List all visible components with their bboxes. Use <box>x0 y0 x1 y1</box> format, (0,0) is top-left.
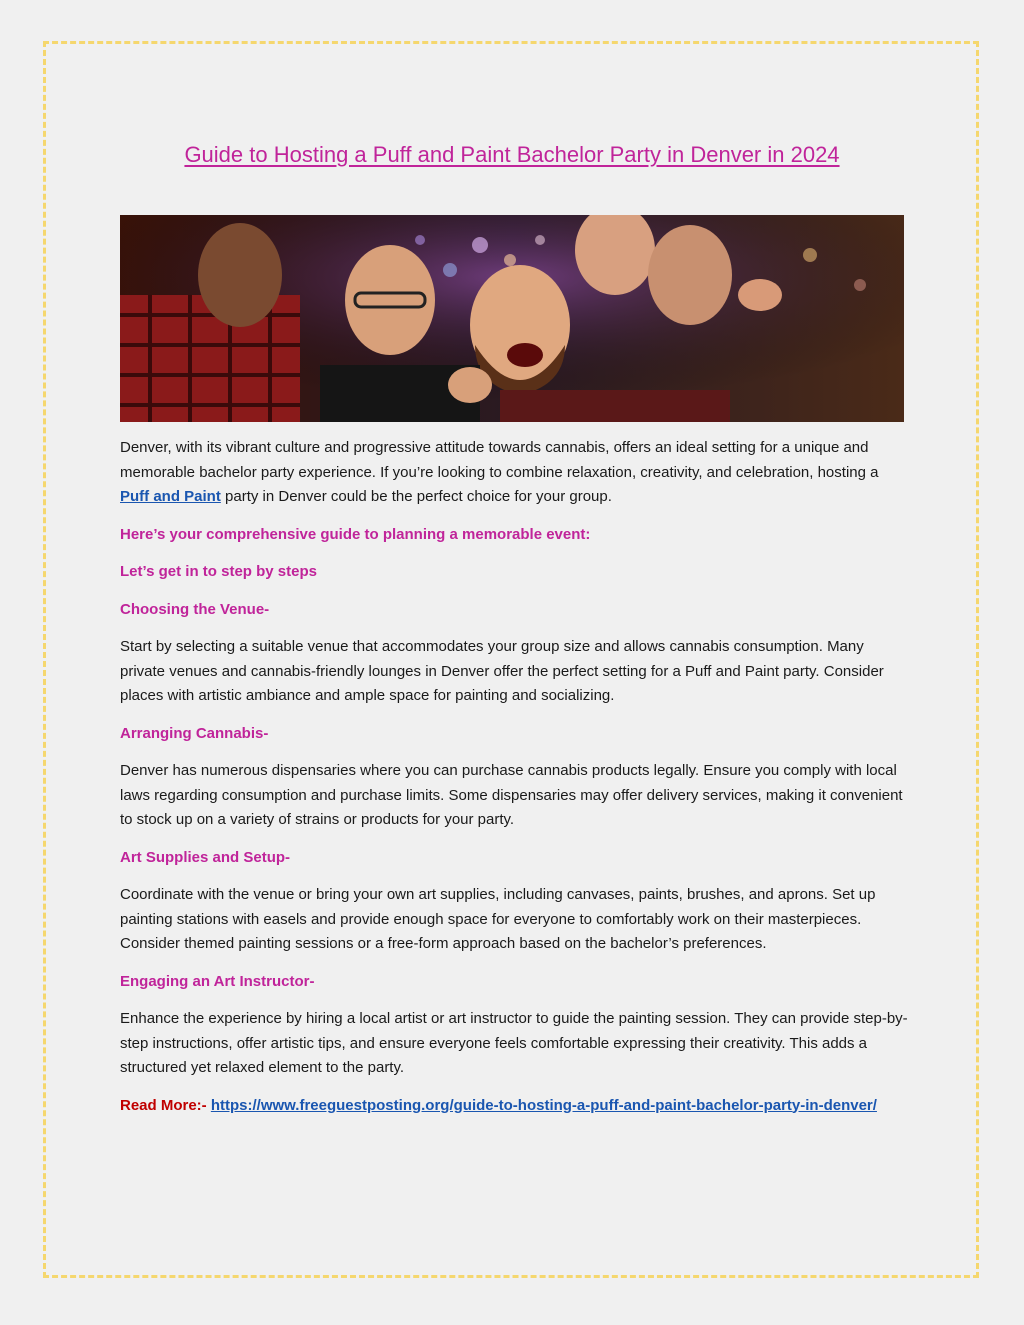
intro-text-before: Denver, with its vibrant culture and progressive attitude towards cannabis, offers an ideal setting for a unique and memorable bachelor party experience. If you’re looking to combine relaxation, creativity, and celebration, hosting a <box>120 439 879 481</box>
page-title: Guide to Hosting a Puff and Paint Bachelor Party in Denver in 2024 <box>184 142 840 167</box>
steps-heading: Let’s get in to step by steps <box>120 563 317 580</box>
hero-image <box>120 215 904 422</box>
section-body-cannabis: Denver has numerous dispensaries where you can purchase cannabis products legally. Ensure you comply with local laws regarding consumption and purchase limits. Some dispensaries may offer delivery services, making it convenient to stock up on a variety of strains or products for your party. <box>120 762 903 828</box>
group-selfie-photo <box>120 215 904 422</box>
read-more-link[interactable]: https://www.freeguestposting.org/guide-to-hosting-a-puff-and-paint-bachelor-party-in-denver/ <box>210 1096 877 1114</box>
section-body-instructor: Enhance the experience by hiring a local artist or art instructor to guide the painting session. They can provide step-by-step instructions, offer artistic tips, and ensure everyone feels comfortable expressing their creativity. This adds a structured yet relaxed element to the party. <box>120 1010 908 1076</box>
section-heading-instructor: Engaging an Art Instructor- <box>120 972 315 990</box>
section-heading-venue: Choosing the Venue- <box>120 600 270 618</box>
guide-heading: Here’s your comprehensive guide to planning a memorable event: <box>120 525 591 543</box>
intro-paragraph <box>120 436 910 510</box>
section-heading-art-supplies: Art Supplies and Setup- <box>120 848 291 866</box>
read-more <box>120 1094 910 1119</box>
article-body <box>120 436 910 1131</box>
section-body-venue: Start by selecting a suitable venue that accommodates your group size and allows cannabis consumption. Many private venues and cannabis-friendly lounges in Denver offer the perfect setting for a Puff and Paint party. Consider places with artistic ambiance and ample space for painting and socializing. <box>120 638 884 704</box>
read-more-label: Read More:- <box>120 1096 207 1114</box>
puff-and-paint-link[interactable]: Puff and Paint <box>120 488 221 505</box>
section-heading-cannabis: Arranging Cannabis- <box>120 724 269 742</box>
section-body-art-supplies: Coordinate with the venue or bring your own art supplies, including canvases, paints, brushes, and aprons. Set up painting stations with easels and provide enough space for everyone to comfortably work on their masterpieces. Consider themed painting sessions or a free-form approach based on the bachelor’s preferences. <box>120 886 876 952</box>
intro-text-after: party in Denver could be the perfect choice for your group. <box>220 488 612 505</box>
